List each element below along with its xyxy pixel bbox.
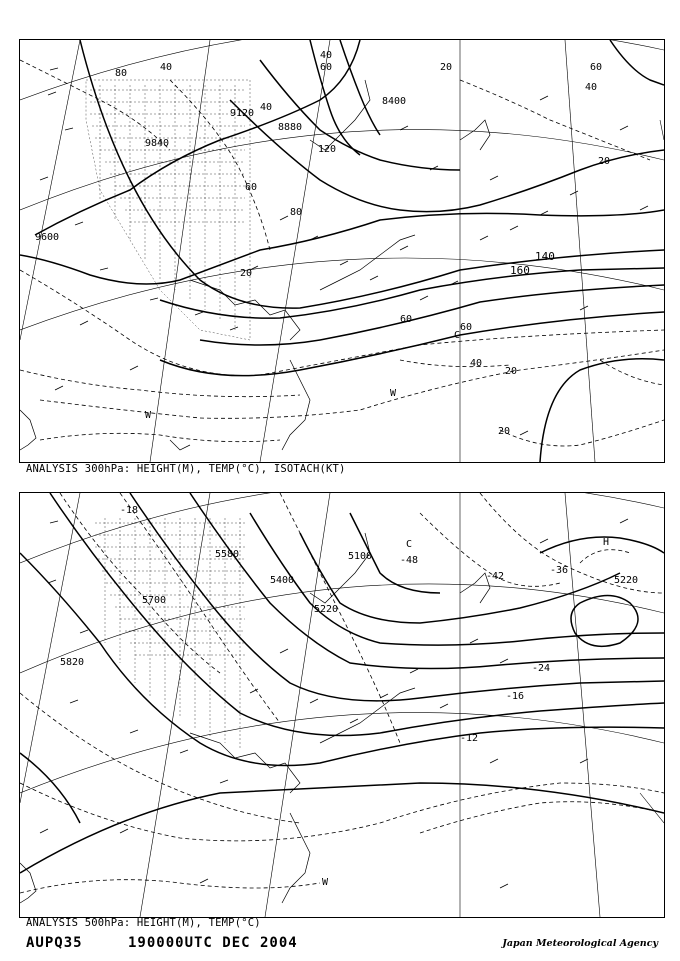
temp-label-minus42: -42 xyxy=(486,571,505,582)
height-label-5700: 5700 xyxy=(142,595,167,606)
label-g: 20 xyxy=(240,268,253,279)
coastlines xyxy=(20,533,490,903)
height-label-5100: 5100 xyxy=(348,551,373,562)
label-e: 60 xyxy=(320,62,333,73)
temperature-isotherms xyxy=(20,493,664,893)
height-label-9840: 9840 xyxy=(145,138,170,149)
center-warm: W xyxy=(322,877,329,888)
height-label-8400: 8400 xyxy=(382,96,407,107)
height-label-9600: 9600 xyxy=(35,232,60,243)
label-s: 40 xyxy=(585,82,598,93)
label-h: 120 xyxy=(318,144,337,155)
map-500hpa-svg xyxy=(20,493,664,917)
center-warm-1: W xyxy=(390,388,397,399)
center-cold: C xyxy=(454,330,461,341)
temperature-isotherms xyxy=(20,60,664,446)
label-p: 60 xyxy=(400,314,413,325)
label-q: 20 xyxy=(598,156,611,167)
panel-caption-500hpa: ANALYSIS 500hPa: HEIGHT(M), TEMP(°C) xyxy=(26,917,261,929)
center-high: H xyxy=(603,537,610,548)
label-o: 20 xyxy=(505,366,518,377)
temp-label-minus12: -12 xyxy=(460,733,479,744)
height-contours xyxy=(20,40,664,462)
temp-label-minus36: -36 xyxy=(550,565,569,576)
height-label-9120: 9120 xyxy=(230,108,255,119)
height-label-5400: 5400 xyxy=(270,575,295,586)
label-m: 40 xyxy=(320,50,333,61)
height-label-8880: 8880 xyxy=(278,122,303,133)
label-f: 40 xyxy=(260,102,273,113)
map-panel-300hpa xyxy=(19,39,665,463)
label-j: 140 xyxy=(535,250,555,263)
center-warm-2: W xyxy=(145,410,152,421)
label-a: 80 xyxy=(115,68,128,79)
temp-label-minus48: -48 xyxy=(400,555,419,566)
label-c: 60 xyxy=(245,182,258,193)
map-panel-500hpa xyxy=(19,492,665,918)
center-cold: C xyxy=(406,539,413,550)
valid-time: 190000UTC DEC 2004 xyxy=(128,935,298,951)
lat-lon-graticule xyxy=(20,493,664,917)
height-contours xyxy=(20,493,664,873)
temp-label-minus18: -18 xyxy=(120,505,139,516)
height-label-5220-b: 5220 xyxy=(614,575,639,586)
label-d: 80 xyxy=(290,207,303,218)
lat-lon-graticule xyxy=(20,40,664,462)
contour-labels xyxy=(35,50,610,437)
label-r: 20 xyxy=(440,62,453,73)
map-300hpa-svg xyxy=(20,40,664,462)
label-b: 40 xyxy=(160,62,173,73)
height-label-5820: 5820 xyxy=(60,657,85,668)
agency-credit: Japan Meteorological Agency xyxy=(502,938,658,949)
label-n: 40 xyxy=(470,358,483,369)
height-label-5580: 5580 xyxy=(215,549,240,560)
temp-label-minus24: -24 xyxy=(532,663,551,674)
label-t: 20 xyxy=(498,426,511,437)
label-k: 160 xyxy=(510,264,530,277)
height-label-5220-a: 5220 xyxy=(314,604,339,615)
coastlines xyxy=(20,80,490,450)
panel-caption-300hpa: ANALYSIS 300hPa: HEIGHT(M), TEMP(°C), ISOTACH(KT) xyxy=(26,463,346,475)
label-i: 60 xyxy=(590,62,603,73)
temp-label-minus16: -16 xyxy=(506,691,525,702)
label-l: 60 xyxy=(460,322,473,333)
chart-code: AUPQ35 xyxy=(26,935,83,951)
